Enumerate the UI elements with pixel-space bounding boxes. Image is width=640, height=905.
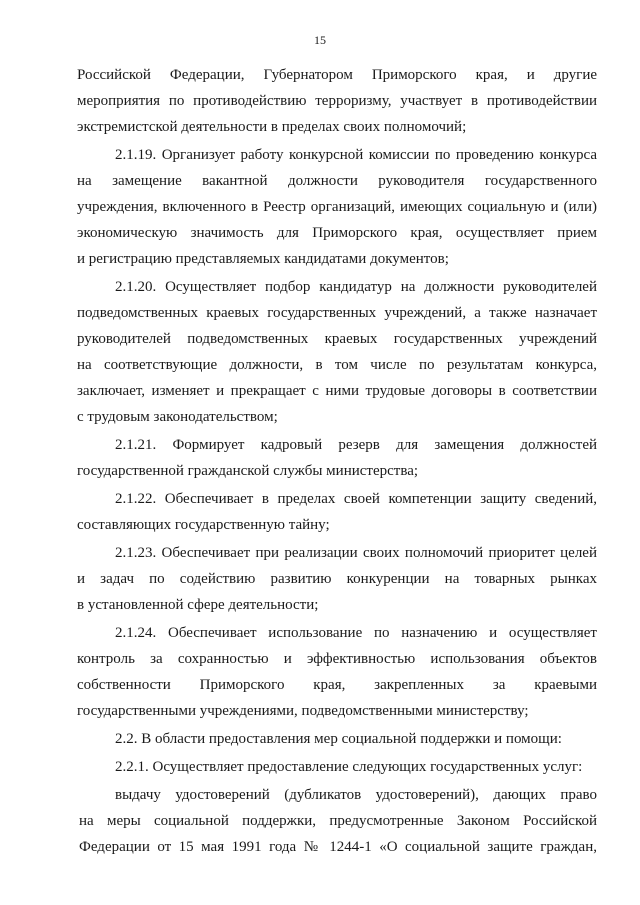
section-2-2-heading: 2.2. В области предоставления мер социальной поддержки и помощи: <box>115 731 562 747</box>
text-line: на меры социальной поддержки, предусмотренные Законом Российской <box>79 813 597 829</box>
document-body <box>77 62 597 860</box>
text-line: и регистрацию представляемых кандидатами документов; <box>77 251 449 267</box>
paragraph-2-1-23-start: 2.1.23. Обеспечивает при реализации своих полномочий приоритет целей <box>115 545 597 561</box>
text-line: руководителей подведомственных краевых государственных учреждений <box>77 331 597 347</box>
text-line: контроль за сохранностью и эффективностью использования объектов <box>77 651 597 667</box>
text-line: государственной гражданской службы министерства; <box>77 463 419 479</box>
list-item-start: выдачу удостоверений (дубликатов удостоверений), дающих право <box>115 787 597 803</box>
text-line: мероприятия по противодействию терроризму, участвует в противодействии <box>77 93 597 109</box>
text-line: составляющих государственную тайну; <box>77 517 330 533</box>
text-line: на замещение вакантной должности руководителя государственного <box>77 173 597 189</box>
paragraph-2-2-1-start: 2.2.1. Осуществляет предоставление следующих государственных услуг: <box>115 759 583 775</box>
text-line: заключает, изменяет и прекращает с ними трудовые договоры в соответствии <box>77 383 597 399</box>
text-line: на соответствующие должности, в том числе по результатам конкурса, <box>77 357 597 373</box>
text-line: подведомственных краевых государственных учреждений, а также назначает <box>77 305 597 321</box>
paragraph-2-1-22-start: 2.1.22. Обеспечивает в пределах своей компетенции защиту сведений, <box>115 491 597 507</box>
text-line: государственными учреждениями, подведомственными министерству; <box>77 703 529 719</box>
page-number: 15 <box>314 33 326 47</box>
text-line: экономическую значимость для Приморского края, осуществляет прием <box>77 225 597 241</box>
text-line: с трудовым законодательством; <box>77 409 278 425</box>
paragraph-2-1-20-start: 2.1.20. Осуществляет подбор кандидатур на должности руководителей <box>115 279 597 295</box>
text-line: учреждения, включенного в Реестр организаций, имеющих социальную и (или) <box>77 199 597 215</box>
paragraph-2-1-24-start: 2.1.24. Обеспечивает использование по назначению и осуществляет <box>115 625 597 641</box>
text-line: в установленной сфере деятельности; <box>77 597 319 613</box>
text-line: и задач по содействию развитию конкуренции на товарных рынках <box>77 571 597 587</box>
paragraph-2-1-19-start: 2.1.19. Организует работу конкурсной комиссии по проведению конкурса <box>115 147 597 163</box>
text-line: Российской Федерации, Губернатором Приморского края, и другие <box>77 67 597 83</box>
text-line: собственности Приморского края, закрепленных за краевыми <box>77 677 597 693</box>
paragraph-2-1-21-start: 2.1.21. Формирует кадровый резерв для замещения должностей <box>115 437 597 453</box>
text-line: Федерации от 15 мая 1991 года № 1244-1 «О социальной защите граждан, <box>79 839 597 855</box>
text-line: экстремистской деятельности в пределах своих полномочий; <box>77 119 467 135</box>
